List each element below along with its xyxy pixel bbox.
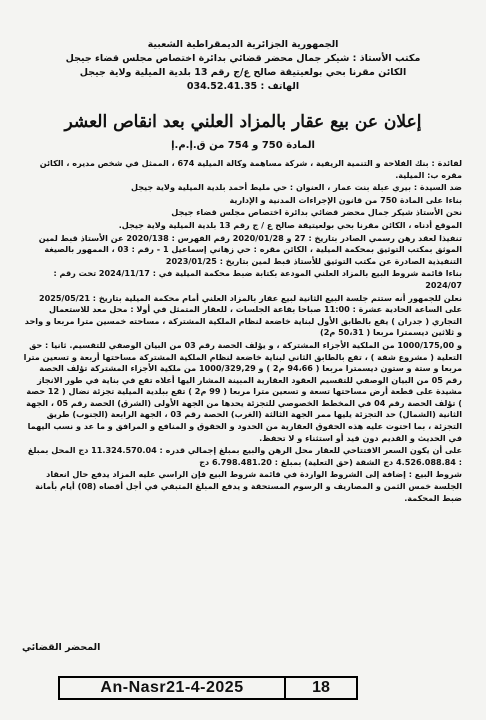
body-paragraph: نحن الأستاذ شيكر جمال محضر قضائي بدائرة اختصاص مجلس قضاء جيجل — [171, 207, 462, 218]
bailiff-signature: المحضر القضائي — [22, 642, 101, 653]
body-paragraph: تنفيذا لعقد رهن رسمي الصادر بتاريخ : 27 و 2020/01/28 رقم الفهرس : 2020/138 عن الأستاذ قبط لمين الموثق بمكتب التوثيق بمحكمة الميلية ، الكائن مقره : حي زهاني إسماعيل 1 - رقم : 03 ، الممهور بالصيغة التنفيذية الصادرة عن مكتب التوثيق للأستاذ قبط لمين بتاريخ : 2023/01/25 — [38, 232, 462, 266]
notice-subtitle: المادة 750 و 754 من ق.إ.م.إ — [171, 140, 315, 151]
notice-body — [22, 158, 462, 628]
body-paragraph: بناءا على المادة 750 من قانون الإجراءات المدنية و الإدارية — [229, 194, 462, 205]
office-line: مكتب الأستاذ : شيكر جمال محضر قضائي بدائرة اختصاص مجلس قضاء جيجل — [65, 53, 421, 64]
page-number: 18 — [284, 678, 356, 698]
body-paragraph: نعلن للجمهور أنه ستتم جلسة البيع الثانية لبيع عقار بالمزاد العلني أمام محكمة الميلية بتاريخ : 2025/05/21 على الساعة الحادية عشرة : 11:00 صباحا بقاعة الجلسات ، للعقار المتمثل في أولا : محل معد للاستعمال التجاري ( جدران ) يقع بالطابق الأول لبناية خاضعة لنظام الملكية المشتركة ، مساحته خمسين مترا مربعا و واحد و ثلاثين ديسمترا مربعا ( 50،31 م2) — [24, 292, 462, 338]
address-line: الكائن مقرنا بحي بولعيتيقة صالح ع/ج رقم 13 بلدية الميلية ولاية جيجل — [79, 67, 407, 78]
body-paragraph: لفائدة : بنك الفلاحة و التنمية الريفية ، شركة مساهمة وكالة الميلية 674 ، الممثل في شخص مديره ، الكائن مقره ب: الميلية. — [39, 158, 462, 180]
body-paragraph: على أن يكون السعر الافتتاحي للعقار محل الرهن والبيع بمبلغ إجمالي قدره : 11.324.570.04 دج المحل بمبلغ : 4.526.088.84 دج الشقة (حق التعلية) بمبلغ : 6.798.481.20 دج — [27, 445, 462, 467]
notice-title: إعلان عن بيع عقار بالمزاد العلني بعد انقاص العشر — [64, 112, 422, 132]
page-footer — [58, 676, 358, 700]
body-paragraph: شروط البيع : إضافة إلى الشروط الواردة في قائمة شروط البيع فإن الراسي عليه المزاد يدفع حال انعقاد الجلسة خمس الثمن و المصاريف و الرسوم المستحقة و يدفع المبلغ المتبقي في أجل أقصاه (08) أيام بأمانة ضبط المحكمة. — [35, 469, 462, 503]
body-paragraph: و 1000/175,00 من الملكية الأجزاء المشتركة ، و يؤلف الحصة رقم 03 من البيان الوصفي للتقسيم. ثانيا : حق التعلية ( مشروع شقة ) ، تقع بالطابق الثاني لبناية خاضعة لنظام الملكية المشتركة مساحتها أربعة و تسعين مترا مربعا و ستة و ستون ديسمترا مربعا ( 94،66 م2 ) و 1000/329,29 من ملكية الأجزاء المشتركة تؤلف الحصة رقم 05 من البيان الوصفي للتقسيم العقود العقارية المبينة المشار اليها أعلاه تقع في بناية في طور الانجاز مشيدة على قطعة أرض مساحتها تسعة و تسعين مترا مربعا ( 99 م2 ) تقع ببلدية الميلية تجزئة نضال ( 12 حصة ) تؤلف الحصة رقم 04 في المخطط الخصوصي للتجزئة يحدها من الجهة الأولى (الشرق) الحصة رقم 05 ، الجهة الثانية (الشمال) حد التجزئة يليها ممر الجهة الثالثة (الغرب) الحصة رقم 03 ، الجهة الرابعة (الجنوب) طريق التجزئة ، بما احتوت عليه هذه الحقوق العقارية من الحدود و الحقوق و المنافع و المرافق و ما عد و نسب اليهما في الحديث و القديم دون قيد أو استثناء و لا تحفظ. — [23, 339, 462, 443]
republic-line: الجمهورية الجزائرية الديمقراطية الشعبية — [147, 39, 339, 50]
phone-line: الهاتف : 034.52.41.35 — [186, 81, 300, 92]
body-paragraph: ضد السيدة : بيري عبلة بنت عمار ، العنوان : حي مليط أحمد بلدية الميلية ولاية جيجل — [130, 182, 462, 193]
office-header — [30, 38, 456, 94]
newspaper-date: An-Nasr21-4-2025 — [100, 679, 244, 696]
body-paragraph: الموقع أدناه ، الكائن مقرنا بحي بولعيتيقة صالح ع / ج رقم 13 بلدية الميلية ولاية جيجل. — [118, 219, 462, 230]
body-paragraph: بناءا قائمة شروط البيع بالمزاد العلني المودعة بكتابة ضبط محكمة الميلية في : 2024/11/17 تحت رقم : 2024/07 — [53, 268, 462, 290]
